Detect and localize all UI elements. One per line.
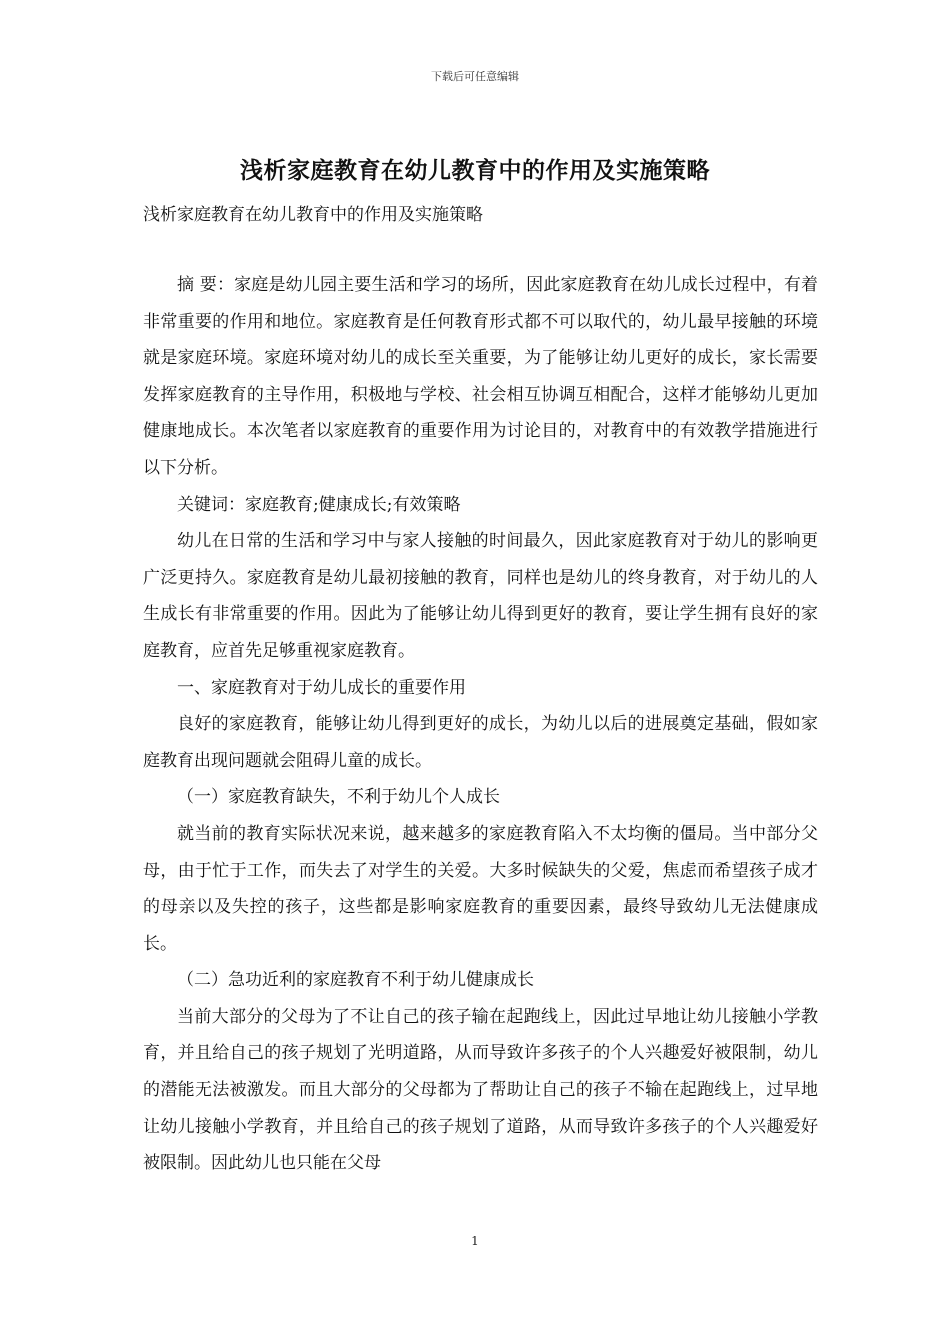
document-body bbox=[143, 267, 818, 1182]
subsection-1-heading: （一）家庭教育缺失，不利于幼儿个人成长 bbox=[177, 787, 500, 808]
section-1-paragraph: 良好的家庭教育，能够让幼儿得到更好的成长，为幼儿以后的进展奠定基础，假如家庭教育出现问题就会阻碍儿童的成长。 bbox=[143, 714, 818, 771]
subsection-1-paragraph: 就当前的教育实际状况来说，越来越多的家庭教育陷入不太均衡的僵局。当中部分父母，由于忙于工作，而失去了对学生的关爱。大多时候缺失的父爱，焦虑而希望孩子成才的母亲以及失控的孩子，这些都是影响家庭教育的重要因素，最终导致幼儿无法健康成长。 bbox=[143, 823, 818, 954]
intro-paragraph: 幼儿在日常的生活和学习中与家人接触的时间最久，因此家庭教育对于幼儿的影响更广泛更持久。家庭教育是幼儿最初接触的教育，同样也是幼儿的终身教育，对于幼儿的人生成长有非常重要的作用。因此为了能够让幼儿得到更好的教育，要让学生拥有良好的家庭教育，应首先足够重视家庭教育。 bbox=[143, 531, 818, 661]
abstract-paragraph: 摘 要：家庭是幼儿园主要生活和学习的场所，因此家庭教育在幼儿成长过程中，有着非常重要的作用和地位。家庭教育是任何教育形式都不可以取代的，幼儿最早接触的环境就是家庭环境。家庭环境对幼儿的成长至关重要，为了能够让幼儿更好的成长，家长需要发挥家庭教育的主导作用，积极地与学校、社会相互协调互相配合，这样才能够幼儿更加健康地成长。本次笔者以家庭教育的重要作用为讨论目的，对教育中的有效教学措施进行以下分析。 bbox=[143, 275, 818, 478]
document-title: 浅析家庭教育在幼儿教育中的作用及实施策略 bbox=[240, 157, 710, 184]
document-subtitle: 浅析家庭教育在幼儿教育中的作用及实施策略 bbox=[143, 205, 483, 225]
subsection-2-paragraph: 当前大部分的父母为了不让自己的孩子输在起跑线上，因此过早地让幼儿接触小学教育，并且给自己的孩子规划了光明道路，从而导致许多孩子的个人兴趣爱好被限制，幼儿的潜能无法被激发。而且大部分的父母都为了帮助让自己的孩子不输在起跑线上，过早地让幼儿接触小学教育，并且给自己的孩子规划了道路，从而导致许多孩子的个人兴趣爱好被限制。因此幼儿也只能在父母 bbox=[143, 1006, 818, 1174]
section-1-heading: 一、家庭教育对于幼儿成长的重要作用 bbox=[177, 677, 466, 698]
keywords-line: 关键词：家庭教育;健康成长;有效策略 bbox=[177, 494, 461, 515]
page-number: 1 bbox=[471, 1234, 479, 1248]
subsection-2-heading: （二）急功近利的家庭教育不利于幼儿健康成长 bbox=[177, 970, 534, 991]
header-note: 下载后可任意编辑 bbox=[431, 70, 519, 83]
